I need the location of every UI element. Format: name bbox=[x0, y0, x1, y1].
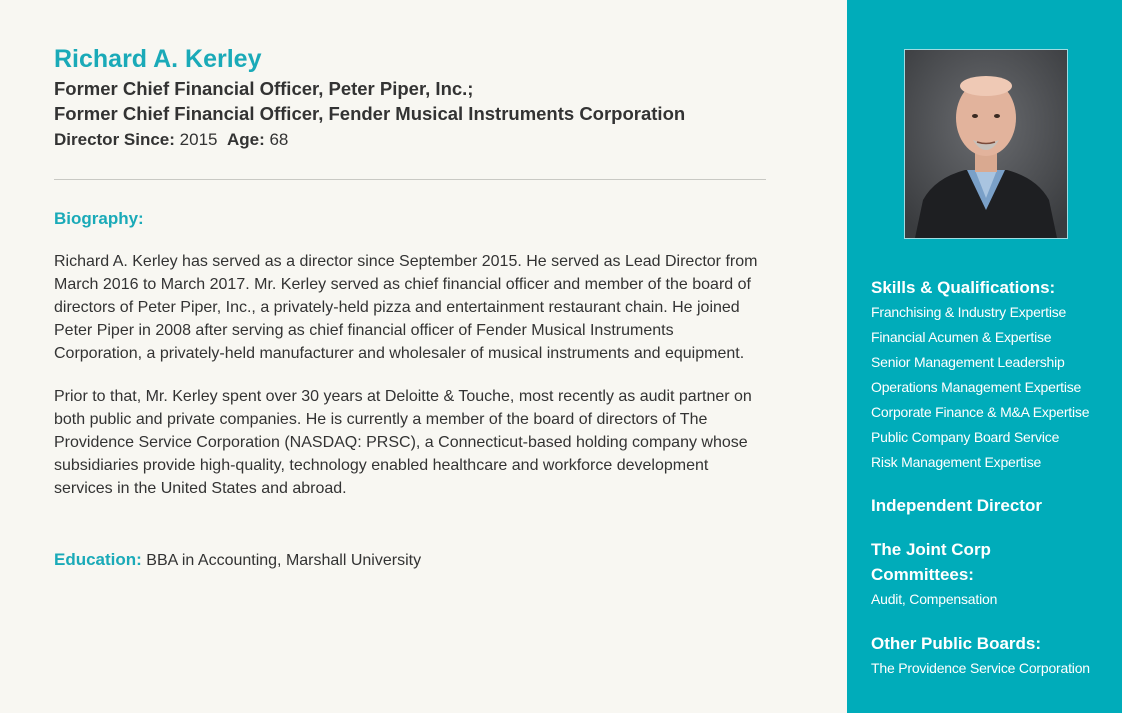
other-boards-value: The Providence Service Corporation bbox=[871, 660, 1090, 676]
skills-label: Skills & Qualifications: bbox=[871, 278, 1056, 297]
education-value: BBA in Accounting, Marshall University bbox=[146, 552, 422, 569]
divider bbox=[54, 179, 766, 180]
title-line-2: Former Chief Financial Officer, Fender Musical Instruments Corporation bbox=[54, 103, 686, 124]
skills-block bbox=[871, 275, 1111, 475]
skill-item: Senior Management Leadership bbox=[871, 354, 1065, 370]
title-line-1: Former Chief Financial Officer, Peter Piper, Inc.; bbox=[54, 78, 474, 99]
skill-item: Public Company Board Service bbox=[871, 429, 1060, 445]
director-since-label: Director Since: bbox=[54, 130, 175, 149]
skill-item: Franchising & Industry Expertise bbox=[871, 304, 1067, 320]
director-name: Richard A. Kerley bbox=[54, 45, 262, 73]
skill-item: Corporate Finance & M&A Expertise bbox=[871, 404, 1090, 420]
director-photo bbox=[904, 49, 1068, 239]
committees-block bbox=[871, 537, 1111, 612]
age-value: 68 bbox=[269, 130, 289, 149]
independent-block bbox=[871, 493, 1111, 518]
director-meta bbox=[54, 127, 766, 153]
committees-label-line-1: The Joint Corp bbox=[871, 540, 991, 559]
biography-paragraph-2: Prior to that, Mr. Kerley spent over 30 years at Deloitte & Touche, most recently as audit partner on both public and private companies. He is currently a member of the board of directors of The Providence Service Corporation (NASDAQ: PRSC), a Connecticut-based holding company whose subsidiaries provide high-quality, technology enabled healthcare and workforce development services in the United States and abroad. bbox=[54, 388, 752, 497]
biography-label: Biography: bbox=[54, 209, 144, 228]
sidebar bbox=[847, 0, 1122, 713]
profile-main bbox=[54, 42, 766, 572]
skill-item: Risk Management Expertise bbox=[871, 454, 1042, 470]
portrait-illustration bbox=[905, 50, 1067, 238]
biography-paragraph-1: Richard A. Kerley has served as a director since September 2015. He served as Lead Director from March 2016 to March 2017. Mr. Kerley served as chief financial officer and member of the board of directors of Peter Piper, Inc., a privately-held pizza and entertainment restaurant chain. He joined Peter Piper in 2008 after serving as chief financial officer of Fender Musical Instruments Corporation, a privately-held manufacturer and wholesaler of musical instruments and equipment. bbox=[54, 253, 758, 362]
other-boards-block bbox=[871, 631, 1111, 681]
skill-item: Financial Acumen & Expertise bbox=[871, 329, 1052, 345]
committees-value: Audit, Compensation bbox=[871, 591, 998, 607]
independent-director-label: Independent Director bbox=[871, 496, 1042, 515]
skill-item: Operations Management Expertise bbox=[871, 379, 1082, 395]
education-label: Education: bbox=[54, 550, 142, 569]
director-since-value: 2015 bbox=[179, 130, 218, 149]
committees-label-line-2: Committees: bbox=[871, 565, 974, 584]
education bbox=[54, 549, 766, 572]
age-label: Age: bbox=[226, 130, 265, 149]
other-boards-label: Other Public Boards: bbox=[871, 634, 1042, 653]
